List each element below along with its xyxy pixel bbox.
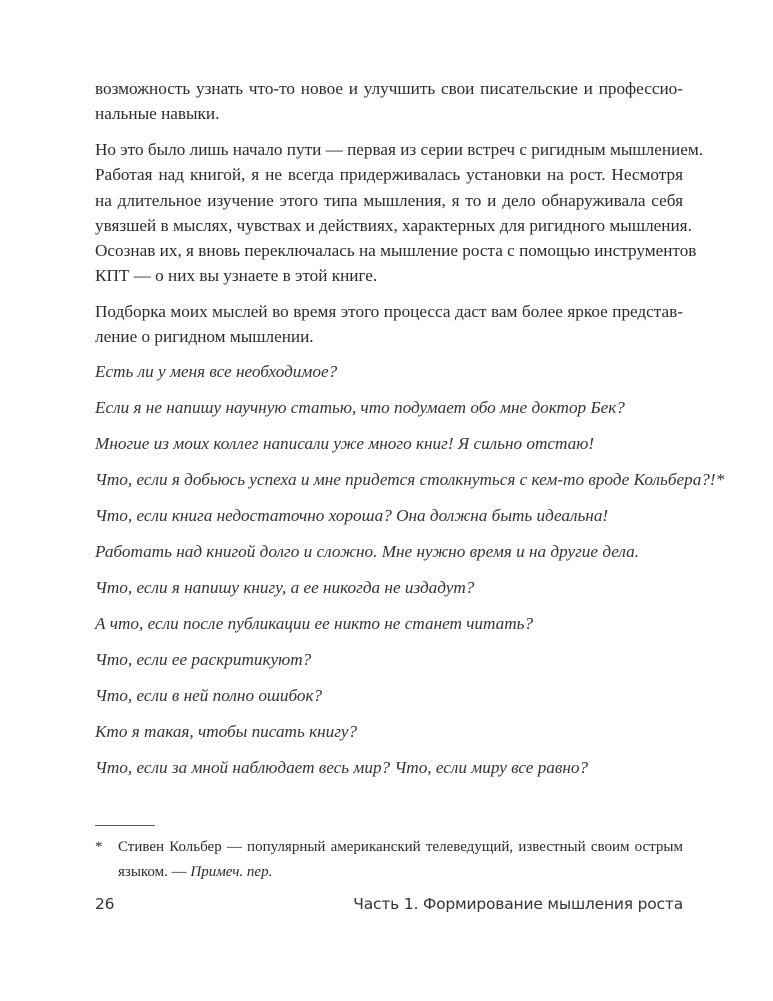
text-line: нальные навыки. [95, 104, 220, 124]
text-line: возможность узнать что-то новое и улучшить свои писательские и профессио- [95, 79, 683, 98]
text-line: КПТ — о них вы узнаете в этой книге. [95, 266, 378, 286]
text-line: ление о ригидном мышлении. [95, 327, 314, 347]
running-title: Часть 1. Формирование мышления роста [353, 895, 683, 913]
text-line: Работая над книгой, я не всегда придерживалась установки на рост. Несмотря [95, 165, 683, 185]
translator-note: Примеч. пер. [190, 864, 273, 880]
text-line: Но это было лишь начало пути — первая из серии встреч с ригидным мышлением. [95, 140, 704, 159]
text-line: Осознав их, я вновь переключалась на мышление роста с помощью инструментов [95, 241, 697, 261]
footnote [95, 835, 683, 885]
thought-line: Что, если в ней полно ошибок? [95, 686, 323, 705]
thought-line: Многие из моих коллег написали уже много книг! Я сильно отстаю! [95, 434, 595, 453]
paragraph-1 [95, 76, 683, 127]
text-line: увязшей в мыслях, чувствах и действиях, характерных для ригидного мышления. [95, 215, 692, 235]
text-line: Подборка моих мыслей во время этого процесса даст вам более яркое представ- [95, 302, 683, 321]
footnote-line: Стивен Кольбер — популярный американский телеведущий, известный своим острым [118, 839, 683, 855]
thought-line: Что, если я напишу книгу, а ее никогда не издадут? [95, 578, 475, 597]
paragraph-3 [95, 299, 683, 350]
thought-line: Что, если я добьюсь успеха и мне придется столкнуться с кем-то вроде Кольбера?!* [95, 470, 725, 489]
thought-line: А что, если после публикации ее никто не станет читать? [95, 614, 534, 633]
footnote-line [118, 860, 683, 885]
thought-line: Работать над книгой долго и сложно. Мне нужно время и на другие дела. [95, 542, 640, 561]
footnote-divider [95, 825, 155, 826]
thought-line: Кто я такая, чтобы писать книгу? [95, 722, 358, 741]
thought-line: Что, если книга недостаточно хороша? Она должна быть идеальна! [95, 506, 609, 525]
thought-line: Что, если ее раскритикуют? [95, 650, 312, 669]
thought-line: Если я не напишу научную статью, что подумает обо мне доктор Бек? [95, 398, 625, 417]
page-number: 26 [95, 895, 115, 913]
text-line: на длительное изучение этого типа мышления, я то и дело обнаруживала себя [95, 190, 683, 210]
footnote-text: языком. — [118, 864, 191, 880]
paragraph-2 [95, 137, 704, 289]
thought-line: Что, если за мной наблюдает весь мир? Что, если миру все равно? [95, 758, 589, 777]
thought-line: Есть ли у меня все необходимое? [95, 362, 338, 381]
footnote-marker: * [95, 839, 103, 855]
